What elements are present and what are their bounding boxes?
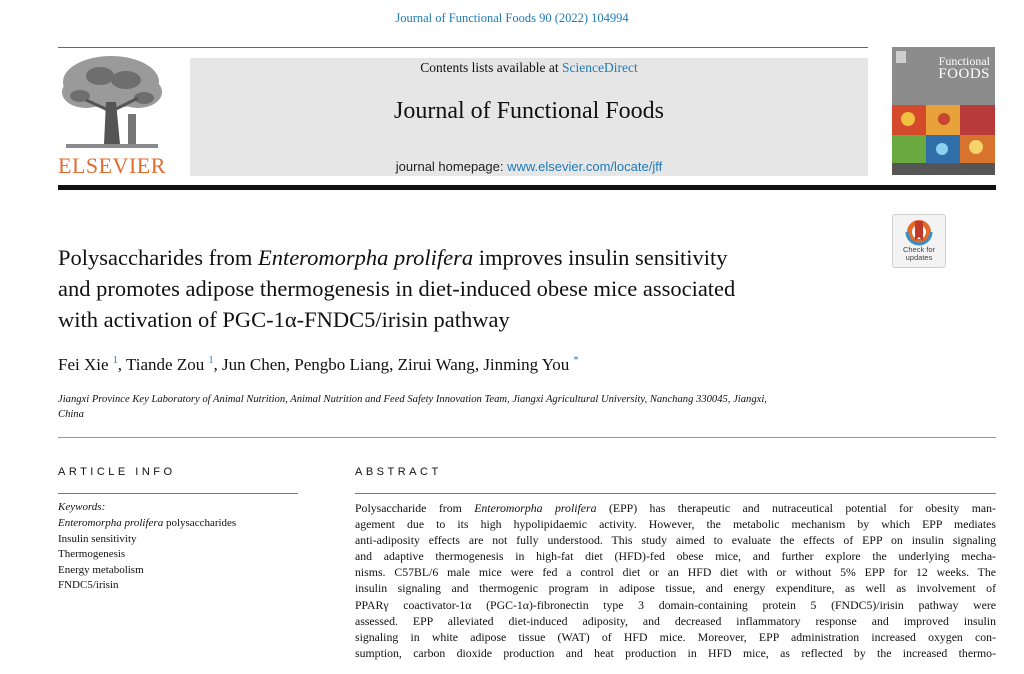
author-name[interactable]: Fei Xie: [58, 355, 109, 374]
abstract-line: and adaptive thermogenesis in high-fat diet (HFD)-fed obese mice, and further explore the underlying mecha-: [355, 549, 996, 564]
title-line1-pre: Polysaccharides from: [58, 245, 258, 270]
abstract-line: [355, 500, 996, 516]
keyword-list: [58, 516, 236, 594]
check-for-updates-line1: Check for: [902, 245, 936, 254]
contents-line: [190, 60, 868, 76]
abstract-line1-post: (EPP) has therapeutic and nutraceutical potential for obesity man-: [596, 501, 996, 515]
keyword-text: Insulin sensitivity: [58, 532, 137, 545]
keyword-text: Energy metabolism: [58, 563, 144, 576]
author-list: Fei Xie $^1$, Tiande Zou $^1$, Jun Chen, Pengbo Liang, Zirui Wang, Jinming You *: [58, 355, 579, 374]
abstract-line: signaling in white adipose tissue (WAT) of HFD mice. Moreover, EPP administration increased oxygen con-: [355, 629, 996, 644]
author-name[interactable]: Jun Chen: [221, 355, 286, 374]
keyword-text: FNDC5/irisin: [58, 579, 119, 591]
header-rule: [58, 47, 868, 48]
contents-prefix: Contents lists available at: [420, 60, 559, 75]
journal-homepage-link[interactable]: www.elsevier.com/locate/jff: [507, 159, 663, 174]
article-info-heading: ARTICLE INFO: [58, 466, 176, 478]
abstract-line1-pre: Polysaccharide from: [355, 501, 475, 515]
check-for-updates-button[interactable]: [892, 214, 946, 268]
author-affiliation-mark[interactable]: *: [573, 355, 579, 366]
check-for-updates-line2: updates: [905, 253, 933, 262]
abstract-species-name: Enteromorpha prolifera: [474, 501, 597, 515]
title-line-1: [58, 242, 878, 273]
cover-title-line1: Functional: [938, 54, 990, 68]
sciencedirect-link[interactable]: ScienceDirect: [562, 60, 638, 75]
elsevier-tree-icon: [56, 52, 166, 152]
keyword-item: [58, 516, 236, 532]
author-name[interactable]: Pengbo Liang: [294, 355, 390, 374]
abstract-rule: [355, 493, 996, 494]
title-line-2: and promotes adipose thermogenesis in diet-induced obese mice associated: [58, 276, 736, 301]
keyword-item: [58, 532, 236, 548]
abstract-heading: ABSTRACT: [355, 466, 442, 478]
abstract-line: insulin signaling and thermogenic program in adipose tissue, and energy expenditure, as well as involvement of: [355, 581, 996, 596]
abstract-line: agement due to its high hypolipidaemic activity. However, the metabolic mechanism by which EPP mediates: [355, 517, 996, 532]
title-line1-post: improves insulin sensitivity: [473, 245, 728, 270]
homepage-prefix: journal homepage:: [395, 159, 504, 174]
abstract-line: assessed. EPP alleviated diet-induced adiposity, and decreased inflammatory response and improved insulin: [355, 613, 996, 628]
affiliation-line-2: China: [58, 409, 84, 420]
title-species-name: Enteromorpha prolifera: [257, 245, 474, 270]
abstract-line: sumption, carbon dioxide production and heat production in HFD mice, as reflected by the increased thermo-: [355, 645, 996, 660]
abstract-line: nisms. C57BL/6 male mice were fed a control diet or an HFD diet with or without 5% EPP for 12 weeks. The: [355, 565, 996, 580]
keyword-italic-part: Enteromorpha prolifera: [58, 517, 164, 529]
section-divider: [58, 437, 996, 438]
cover-title: [938, 55, 990, 81]
author-name[interactable]: Jinming You: [483, 355, 570, 374]
article-title: [58, 242, 878, 335]
journal-name: Journal of Functional Foods: [394, 98, 664, 124]
abstract-line: PPARγ coactivator-1α (PGC-1α)-fibronectin type 3 domain-containing protein 5 (FNDC5)/irisin pathway were: [355, 597, 996, 612]
keyword-item: [58, 563, 236, 579]
author-affiliation-mark[interactable]: 1: [112, 355, 118, 366]
keyword-text: polysaccharides: [163, 517, 237, 529]
abstract-line: anti-adiposity effects are not fully understood. This study aimed to evaluate the effects of EPP on insulin signaling: [355, 533, 996, 548]
title-line-3: with activation of PGC-1α-FNDC5/irisin pathway: [58, 307, 510, 332]
article-info-rule: [58, 493, 298, 494]
check-for-updates-label: [893, 246, 945, 262]
journal-citation-link[interactable]: Journal of Functional Foods 90 (2022) 104994: [395, 11, 629, 25]
keyword-text: Thermogenesis: [58, 548, 126, 560]
masthead-divider: [58, 185, 996, 190]
affiliation: [58, 392, 868, 422]
keywords-label: Keywords:: [58, 501, 106, 513]
cover-title-line2: FOODS: [938, 66, 990, 82]
author-affiliation-mark[interactable]: 1: [208, 355, 214, 366]
elsevier-wordmark: ELSEVIER: [58, 153, 166, 178]
keyword-item: [58, 547, 236, 563]
author-name[interactable]: Tiande Zou: [125, 355, 205, 374]
journal-cover-image[interactable]: [892, 47, 995, 175]
journal-masthead: [190, 58, 868, 176]
keyword-item: [58, 578, 236, 594]
affiliation-line-1: Jiangxi Province Key Laboratory of Animal Nutrition, Animal Nutrition and Feed Safety Innovation Team, Jiangxi Agricultural University, Nanchang 330045, Jiangxi,: [58, 394, 767, 405]
homepage-line: [190, 159, 868, 174]
author-name[interactable]: Zirui Wang: [397, 355, 475, 374]
abstract-body: [355, 500, 996, 661]
